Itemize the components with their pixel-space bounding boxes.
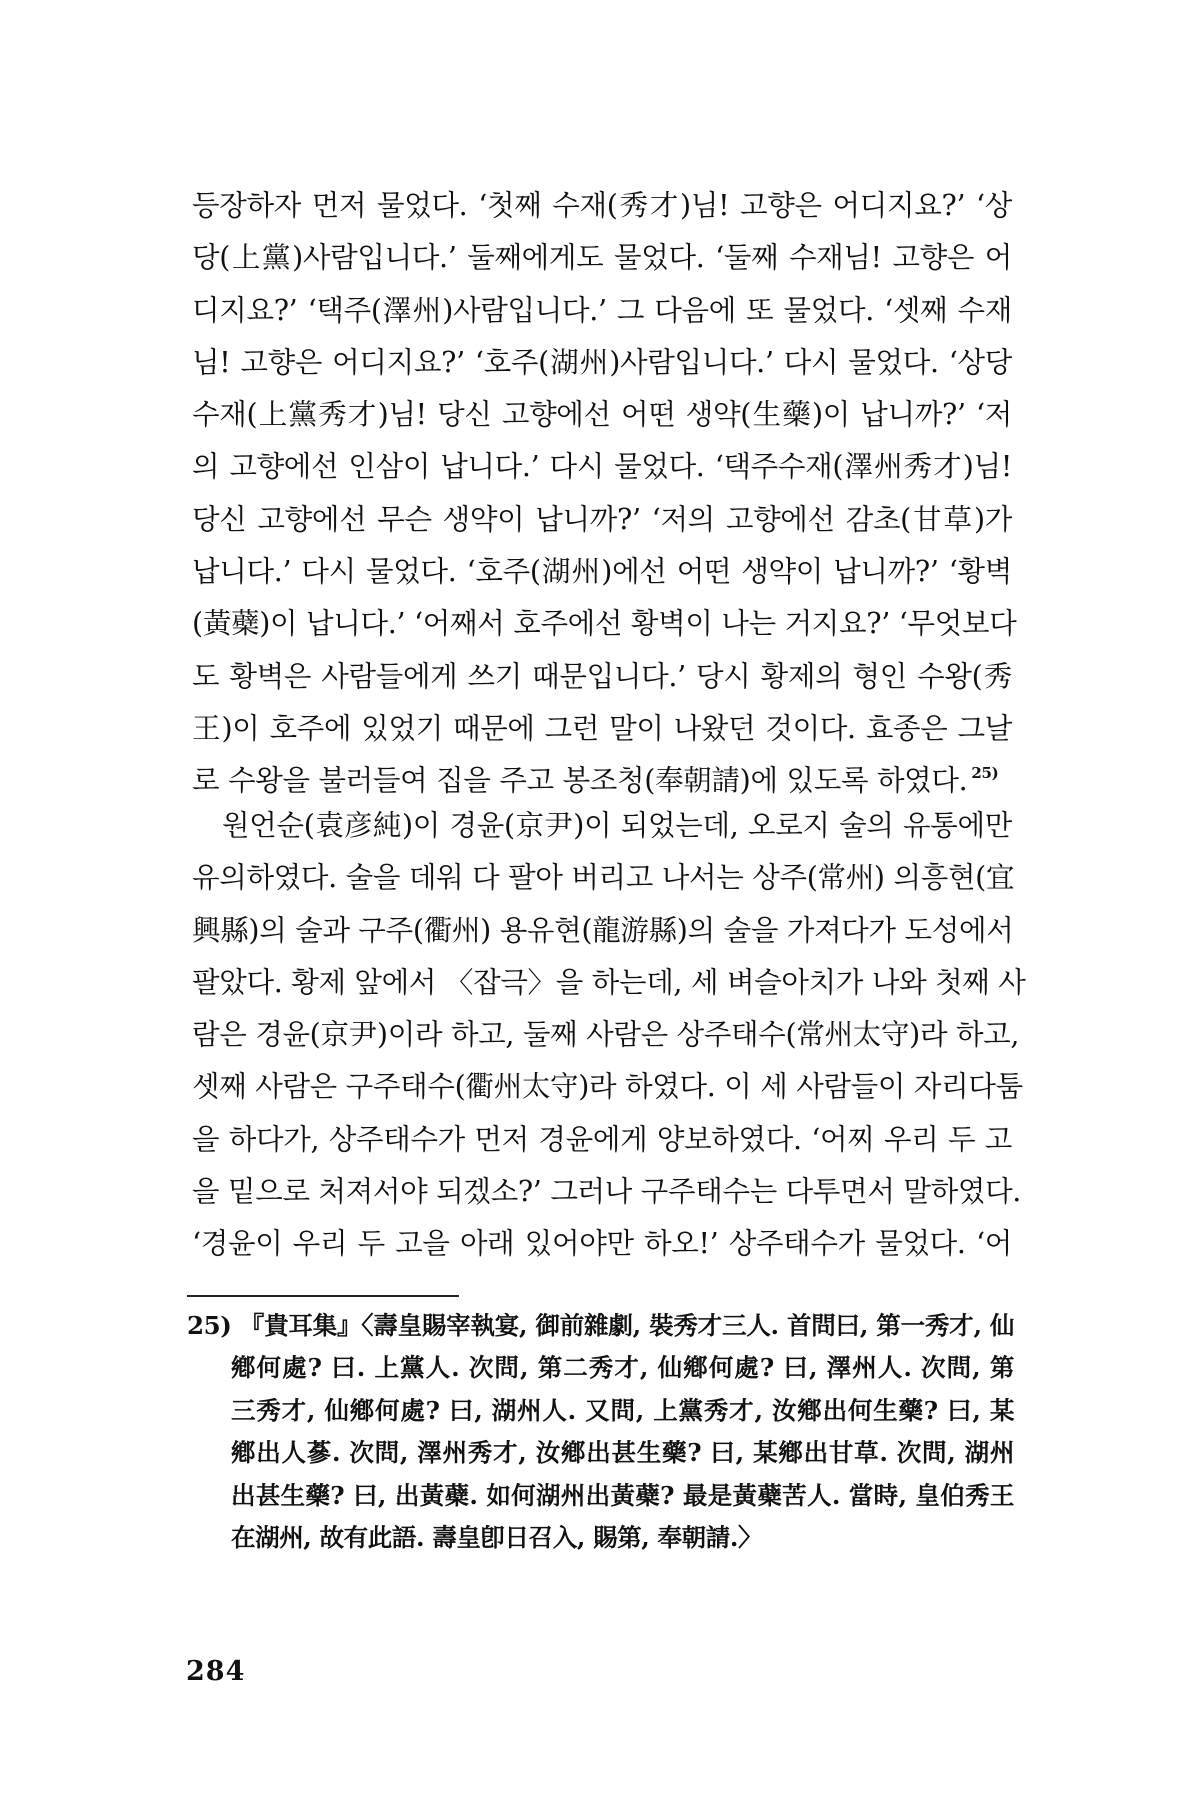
text-line: 납니다.’ 다시 물었다. ‘호주(湖州)에선 어떤 생약이 납니까?’ ‘황벽 (192, 555, 1012, 589)
text-line: ‘경윤이 우리 두 고을 아래 있어야만 하오!’ 상주태수가 물었다. ‘어 (192, 1227, 1012, 1261)
paragraph-2 (192, 800, 1026, 1271)
text-line: (黃蘗)이 납니다.’ ‘어째서 호주에선 황벽이 나는 거지요?’ ‘무엇보다 (192, 607, 1017, 641)
text-line: 팔았다. 황제 앞에서 〈잡극〉을 하는데, 세 벼슬아치가 나와 첫째 사 (192, 965, 1026, 999)
footnote-line: 鄕出人蔘. 次問, 澤州秀才, 汝鄕出甚生藥? 曰, 某鄕出甘草. 次問, 湖州 (231, 1438, 1014, 1468)
text-line: 원언순(袁彦純)이 경윤(京尹)이 되었는데, 오로지 술의 유통에만 (222, 809, 1012, 842)
footnote-line: 三秀才, 仙鄕何處? 曰, 湖州人. 又問, 上黨秀才, 汝鄕出何生藥? 曰, 某 (231, 1395, 1014, 1425)
text-line: 당(上黨)사람입니다.’ 둘째에게도 물었다. ‘둘째 수재님! 고향은 어 (192, 241, 1012, 275)
text-line: 수재(上黨秀才)님! 당신 고향에선 어떤 생약(生藥)이 납니까?’ ‘저 (192, 398, 1012, 432)
text-line: 등장하자 먼저 물었다. ‘첫째 수재(秀才)님! 고향은 어디지요?’ ‘상 (192, 189, 1012, 222)
text-line: 유의하였다. 술을 데워 다 팔아 버리고 나서는 상주(常州) 의흥현(宜 (192, 861, 1015, 895)
text-line: 당신 고향에선 무슨 생약이 납니까?’ ‘저의 고향에선 감초(甘草)가 (192, 502, 1012, 536)
footnote-line: 出甚生藥? 曰, 出黃蘗. 如何湖州出黃蘗? 最是黃蘗苦人. 當時, 皇伯秀王 (231, 1480, 1014, 1510)
footnote-divider (187, 1295, 459, 1297)
text-line: 을 밑으로 처져서야 되겠소?’ 그러나 구주태수는 다투면서 말하였다. (192, 1175, 1022, 1209)
page-number: 284 (186, 1656, 246, 1687)
footnote-line: 在湖州, 故有此語. 壽皇卽日召入, 賜第, 奉朝請.〉 (231, 1523, 763, 1553)
text-line: 王)이 호주에 있었기 때문에 그런 말이 나왔던 것이다. 효종은 그날 (192, 711, 1012, 745)
paragraph-1 (192, 180, 1017, 808)
footnote-line: 25) 『貴耳集』〈壽皇賜宰執宴, 御前雜劇, 裝秀才三人. 首問曰, 第一秀才, 仙 (187, 1311, 1014, 1340)
text-line: 도 황벽은 사람들에게 쓰기 때문입니다.’ 당시 황제의 형인 수왕(秀 (192, 659, 1012, 693)
text-line: 을 하다가, 상주태수가 먼저 경윤에게 양보하였다. ‘어찌 우리 두 고 (192, 1122, 1012, 1156)
text-line: 님! 고향은 어디지요?’ ‘호주(湖州)사람입니다.’ 다시 물었다. ‘상당 (192, 345, 1012, 379)
text-line: 셋째 사람은 구주태수(衢州太守)라 하였다. 이 세 사람들이 자리다툼 (192, 1070, 1023, 1104)
text-line: 興縣)의 술과 구주(衢州) 용유현(龍游縣)의 술을 가져다가 도성에서 (192, 913, 1014, 947)
text-line: 디지요?’ ‘택주(澤州)사람입니다.’ 그 다음에 또 물었다. ‘셋째 수재 (192, 293, 1012, 327)
footnote-25 (187, 1305, 1014, 1559)
text-line: 람은 경윤(京尹)이라 하고, 둘째 사람은 상주태수(常州太守)라 하고, (192, 1018, 1020, 1052)
footnote-reference[interactable]: 25) (971, 764, 999, 783)
footnote-line: 鄕何處? 曰. 上黨人. 次問, 第二秀才, 仙鄕何處? 曰, 澤州人. 次問, 第 (231, 1353, 1014, 1383)
text-line-content: 로 수왕을 불러들여 집을 주고 봉조청(奉朝請)에 있도록 하였다. (192, 764, 968, 798)
text-line: 의 고향에선 인삼이 납니다.’ 다시 물었다. ‘택주수재(澤州秀才)님! (192, 450, 1012, 484)
